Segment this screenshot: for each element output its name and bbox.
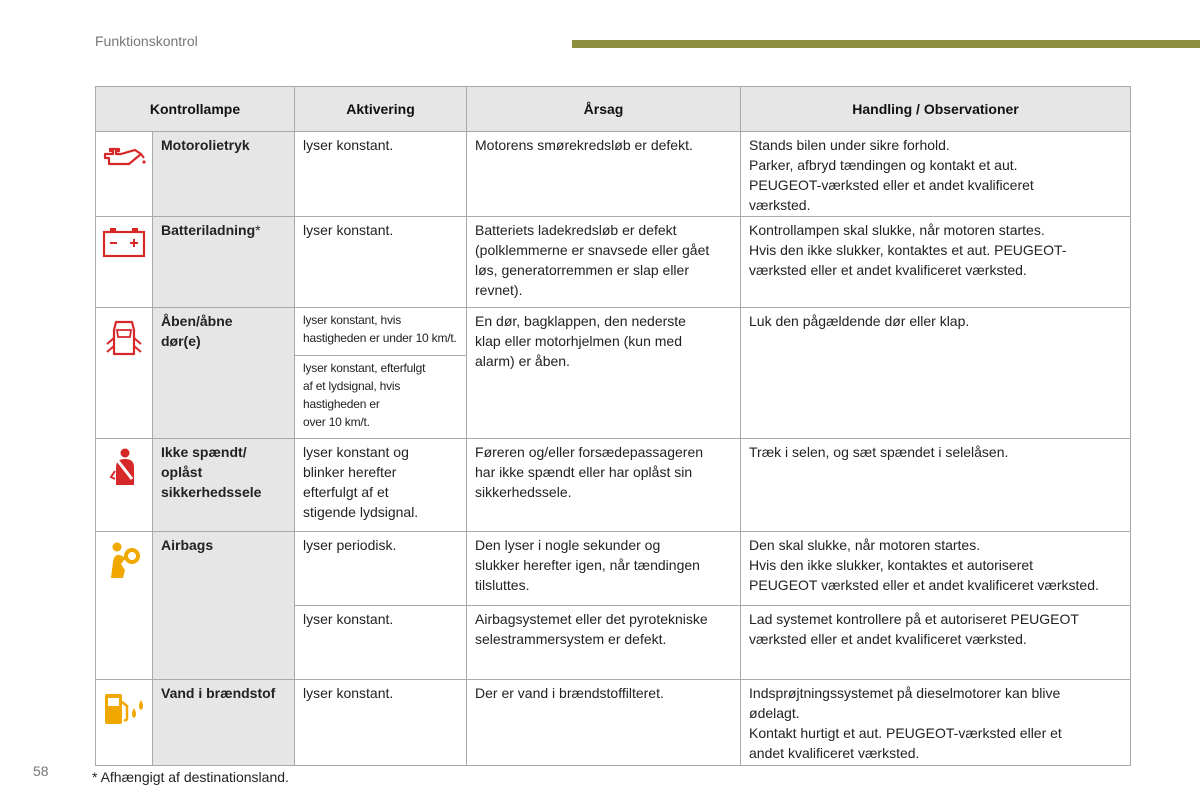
car-door-open-icon [101,316,147,360]
activation-cell: lyser konstant. [295,132,467,217]
lamp-name: Batteriladning* [153,217,295,308]
table-row-door [96,308,1131,356]
lamp-name: Vand i brændstof [153,680,295,766]
oil-can-icon [101,140,147,174]
seatbelt-icon [101,447,147,487]
cause-cell: Den lyser i nogle sekunder og slukker herefter igen, når tændingen tilsluttes. [467,532,741,606]
action-cell: Stands bilen under sikre forhold. Parker, afbryd tændingen og kontakt et aut. PEUGEOT-værksted eller et andet kvalificeret værksted. [741,132,1131,217]
lamp-name: Åben/åbne dør(e) [153,308,295,439]
activation-cell: lyser konstant. [295,680,467,766]
table-row-water-in-fuel [96,680,1131,766]
cause-cell: En dør, bagklappen, den nederste klap eller motorhjelmen (kun med alarm) er åben. [467,308,741,439]
icon-cell [96,439,153,532]
icon-cell [96,217,153,308]
action-cell: Lad systemet kontrollere på et autoriseret PEUGEOT værksted eller et andet kvalificeret værksted. [741,606,1131,680]
activation-cell: lyser konstant. [295,606,467,680]
header-arsag: Årsag [467,87,741,132]
action-cell: Den skal slukke, når motoren startes. Hvis den ikke slukker, kontaktes et autoriseret PEUGEOT værksted eller et andet kvalificeret værksted. [741,532,1131,606]
cause-cell: Føreren og/eller forsædepassageren har ikke spændt eller har oplåst sin sikkerhedssele. [467,439,741,532]
footnote: * Afhængigt af destinationsland. [92,769,289,785]
icon-cell [96,680,153,766]
activation-cell: lyser konstant. [295,217,467,308]
action-cell: Indsprøjtningssystemet på dieselmotorer kan blive ødelagt. Kontakt hurtigt et aut. PEUGEOT-værksted eller et andet kvalificeret værksted. [741,680,1131,766]
table-row-airbag [96,532,1131,606]
section-title: Funktionskontrol [95,33,198,49]
table-row-oil [96,132,1131,217]
activation-cell: lyser konstant og blinker herefter efterfulgt af et stigende lydsignal. [295,439,467,532]
table-row-seatbelt [96,439,1131,532]
header-handling: Handling / Observationer [741,87,1131,132]
cause-cell: Motorens smørekredsløb er defekt. [467,132,741,217]
lamp-name: Motorolietryk [153,132,295,217]
icon-cell [96,308,153,439]
activation-cell: lyser konstant, hvis hastigheden er under 10 km/t. [295,308,467,356]
header-accent-bar [572,40,1200,48]
table-row-battery [96,217,1131,308]
page-number: 58 [33,763,49,779]
cause-cell: Der er vand i brændstoffilteret. [467,680,741,766]
table-header-row [96,87,1131,132]
action-cell: Træk i selen, og sæt spændet i selelåsen. [741,439,1131,532]
cause-cell: Batteriets ladekredsløb er defekt (polklemmerne er snavsede eller gået løs, generatorremmen er slap eller revnet). [467,217,741,308]
battery-icon [101,225,147,259]
header-kontrollampe: Kontrollampe [96,87,295,132]
icon-cell [96,532,153,680]
airbag-icon [101,540,147,580]
water-in-fuel-icon [101,688,147,728]
lamp-name: Ikke spændt/ oplåst sikkerhedssele [153,439,295,532]
action-cell: Kontrollampen skal slukke, når motoren startes. Hvis den ikke slukker, kontaktes et aut. PEUGEOT- værksted eller et andet kvalificeret værksted. [741,217,1131,308]
action-cell: Luk den pågældende dør eller klap. [741,308,1131,439]
warning-lamp-table [95,86,1131,766]
cause-cell: Airbagsystemet eller det pyrotekniske selestrammersystem er defekt. [467,606,741,680]
icon-cell [96,132,153,217]
activation-cell: lyser periodisk. [295,532,467,606]
activation-cell: lyser konstant, efterfulgt af et lydsignal, hvis hastigheden er over 10 km/t. [295,356,467,439]
header-aktivering: Aktivering [295,87,467,132]
lamp-name: Airbags [153,532,295,680]
